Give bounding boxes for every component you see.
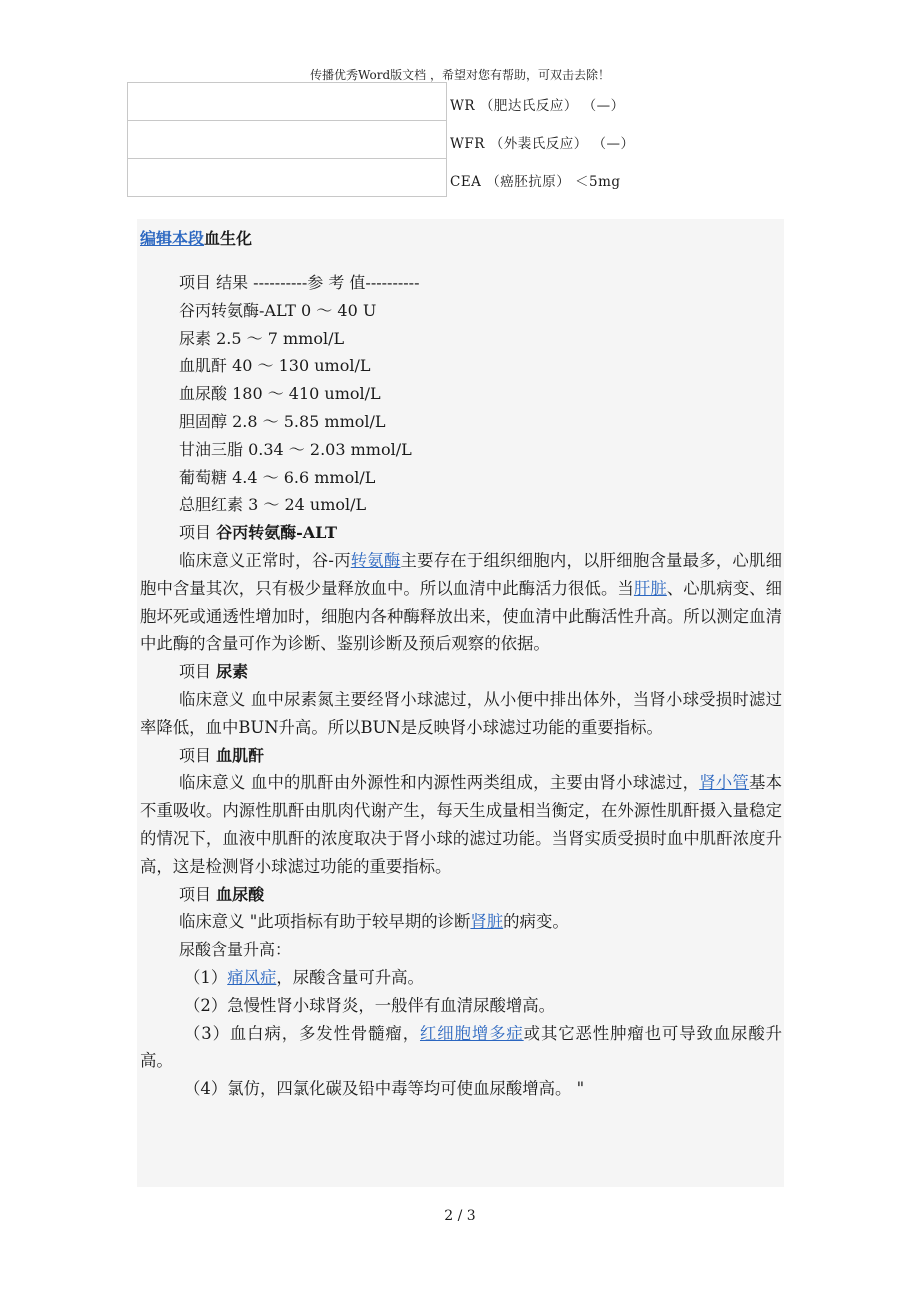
list-text: ，尿酸含量可升高。: [276, 967, 424, 987]
empty-cell: [127, 158, 447, 197]
item-heading-creatinine: [140, 742, 784, 770]
item-name: 血肌酐: [216, 745, 265, 765]
link-transaminase[interactable]: 转氨酶: [350, 550, 401, 570]
item-label: 项目: [179, 662, 217, 682]
table-row-text: WFR （外裴氏反应） （—）: [450, 136, 635, 152]
list-text: （3）血白病，多发性骨髓瘤，: [184, 1023, 420, 1043]
reference-list: [140, 269, 784, 519]
reference-item: 葡萄糖 4.4 ～ 6.6 mmol/L: [179, 467, 376, 487]
empty-cell: [127, 120, 447, 158]
alt-paragraph: [140, 547, 782, 658]
content-panel: [137, 219, 784, 1187]
creatinine-paragraph: [140, 769, 782, 880]
uric-acid-rise-label: 尿酸含量升高：: [179, 940, 292, 960]
para-text: 的病变。: [503, 912, 569, 932]
item-name: 谷丙转氨酶-ALT: [216, 523, 338, 543]
section-title: 血生化: [204, 229, 253, 248]
para-text: 临床意义 "此项指标有助于较早期的诊断: [179, 912, 471, 932]
reference-item: 血肌酐 40 ～ 130 umol/L: [179, 356, 371, 376]
reference-item: 尿素 2.5 ～ 7 mmol/L: [179, 328, 345, 348]
urea-paragraph: 临床意义 血中尿素氮主要经肾小球滤过，从小便中排出体外，当肾小球受损时滤过率降低，血中BUN升高。所以BUN是反映肾小球滤过功能的重要指标。: [140, 689, 782, 737]
uric-acid-paragraph: [140, 908, 782, 936]
item-heading-alt: [140, 519, 784, 547]
list-item: （4）氯仿，四氯化碳及铅中毒等均可使血尿酸增高。 ": [184, 1079, 585, 1099]
page-number: 2 / 3: [444, 1208, 476, 1224]
list-item: [140, 964, 782, 992]
reference-item: 总胆红素 3 ～ 24 umol/L: [179, 495, 367, 515]
list-text: 或其它恶性肿瘤也可导致血尿酸升高。: [140, 1023, 782, 1071]
link-kidney[interactable]: 肾脏: [470, 912, 504, 932]
para-text: 临床意义正常时，谷-丙: [179, 550, 351, 570]
item-heading-uric-acid: [140, 881, 784, 909]
para-text: 、心肌病变、细胞坏死或通透性增加时，细胞内各种酶释放出来，使血清中此酶活性升高。所以测定血清中此酶的含量可作为诊断、鉴别诊断及预后观察的依据。: [140, 578, 783, 654]
item-label: 项目: [179, 745, 217, 765]
reference-header: 项目 结果 ----------参 考 值----------: [179, 273, 420, 292]
item-heading-urea: [140, 658, 784, 686]
link-renal-tubule[interactable]: 肾小管: [699, 773, 750, 793]
para-text: 基本不重吸收。内源性肌酐由肌肉代谢产生，每天生成量相当衡定，在外源性肌酐摄入量稳定的情况下，血液中肌酐的浓度取决于肾小球的滤过功能。当肾实质受损时血中肌酐浓度升高，这是检测肾小球滤过功能的重要指标。: [140, 773, 783, 876]
link-polycythemia[interactable]: 红细胞增多症: [419, 1023, 524, 1043]
reference-item: 胆固醇 2.8 ～ 5.85 mmol/L: [179, 411, 386, 431]
list-item: [140, 1020, 782, 1076]
table-row-text: CEA （癌胚抗原） ＜5mg: [450, 174, 621, 190]
item-name: 血尿酸: [216, 884, 265, 904]
para-text: 主要存在于组织细胞内，以肝细胞含量最多，心肌细胞中含量其次，只有极少量释放血中。所以血清中此酶活力很低。当: [140, 550, 782, 598]
item-name: 尿素: [216, 662, 249, 682]
reference-item: 血尿酸 180 ～ 410 umol/L: [179, 384, 381, 404]
link-gout[interactable]: 痛风症: [227, 967, 277, 987]
list-number: （1）: [184, 967, 228, 987]
section-heading: [140, 225, 784, 253]
item-label: 项目: [179, 523, 217, 543]
link-liver[interactable]: 肝脏: [633, 578, 667, 598]
empty-cell: [127, 82, 447, 120]
para-text: 临床意义 血中的肌酐由外源性和内源性两类组成，主要由肾小球滤过，: [179, 773, 700, 793]
item-label: 项目: [179, 884, 217, 904]
header-note: 传播优秀Word版文档 ，希望对您有帮助，可双击去除！: [310, 68, 610, 82]
reference-item: 甘油三脂 0.34 ～ 2.03 mmol/L: [179, 439, 412, 459]
reference-item: 谷丙转氨酶-ALT 0 ～ 40 U: [179, 300, 377, 320]
edit-section-link[interactable]: 编辑本段: [140, 229, 205, 248]
table-row-text: WR （肥达氏反应） （—）: [450, 98, 625, 114]
list-item: （2）急慢性肾小球肾炎，一般伴有血清尿酸增高。: [184, 995, 556, 1015]
